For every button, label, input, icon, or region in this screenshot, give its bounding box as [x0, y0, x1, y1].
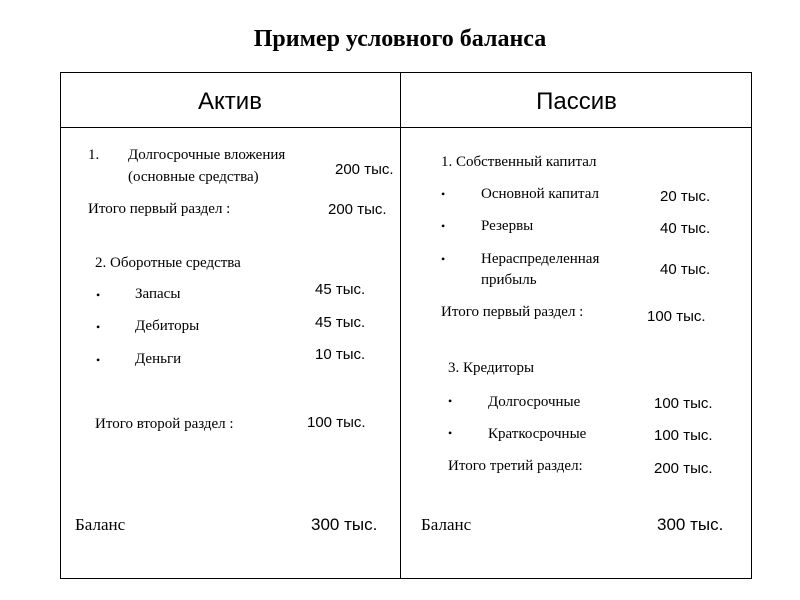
aktiv-section1-total-value: 200 тыс. [328, 201, 387, 218]
page-title: Пример условного баланса [253, 26, 547, 52]
aktiv-section1-line1: Долгосрочные вложения [128, 147, 286, 163]
bullet-icon: • [96, 288, 101, 302]
passiv-section1-title: 1. Собственный капитал [441, 154, 597, 170]
aktiv-balance-value: 300 тыс. [311, 515, 378, 534]
aktiv-item-label: Деньги [135, 351, 182, 367]
passiv-balance-label: Баланс [421, 515, 472, 534]
passiv-header: Пассив [536, 88, 617, 115]
header-divider [60, 127, 752, 128]
bullet-icon: • [448, 426, 453, 440]
passiv-item-label: Долгосрочные [488, 394, 581, 410]
passiv-item-label: Краткосрочные [488, 426, 587, 442]
bullet-icon: • [96, 353, 101, 367]
passiv-item-label: Резервы [481, 218, 534, 234]
passiv-section3-total-label: Итого третий раздел: [448, 458, 583, 474]
aktiv-item-label: Дебиторы [135, 318, 200, 334]
passiv-item-label: Основной капитал [481, 186, 599, 202]
passiv-section1-total-value: 100 тыс. [647, 308, 706, 325]
bullet-icon: • [96, 320, 101, 334]
aktiv-item-value: 10 тыс. [315, 346, 366, 363]
aktiv-section1-number: 1. [88, 147, 100, 163]
aktiv-section2-title: 2. Оборотные средства [95, 255, 241, 271]
aktiv-balance-label: Баланс [75, 515, 126, 534]
passiv-item-value: 100 тыс. [654, 427, 713, 444]
aktiv-header: Актив [198, 88, 262, 115]
aktiv-item-value: 45 тыс. [315, 281, 366, 298]
aktiv-section2-total-label: Итого второй раздел : [95, 416, 234, 432]
passiv-section1-total-label: Итого первый раздел : [441, 304, 584, 320]
bullet-icon: • [441, 219, 446, 233]
column-divider [400, 72, 401, 579]
bullet-icon: • [448, 394, 453, 408]
passiv-balance-value: 300 тыс. [657, 515, 724, 534]
passiv-item-value: 40 тыс. [660, 220, 711, 237]
aktiv-section1-total-label: Итого первый раздел : [88, 201, 231, 217]
aktiv-item-value: 45 тыс. [315, 314, 366, 331]
passiv-item-value: 40 тыс. [660, 261, 711, 278]
passiv-item-value: 20 тыс. [660, 188, 711, 205]
bullet-icon: • [441, 252, 446, 266]
bullet-icon: • [441, 187, 446, 201]
aktiv-section2-total-value: 100 тыс. [307, 414, 366, 431]
aktiv-section1-line2: (основные средства) [128, 169, 259, 185]
passiv-section3-total-value: 200 тыс. [654, 460, 713, 477]
passiv-section3-title: 3. Кредиторы [448, 360, 535, 376]
aktiv-section1-value: 200 тыс. [335, 161, 394, 178]
passiv-item-label-line1: Нераспределенная [481, 251, 600, 267]
passiv-item-label-line2: прибыль [481, 272, 537, 288]
aktiv-item-label: Запасы [135, 286, 181, 302]
passiv-item-value: 100 тыс. [654, 395, 713, 412]
